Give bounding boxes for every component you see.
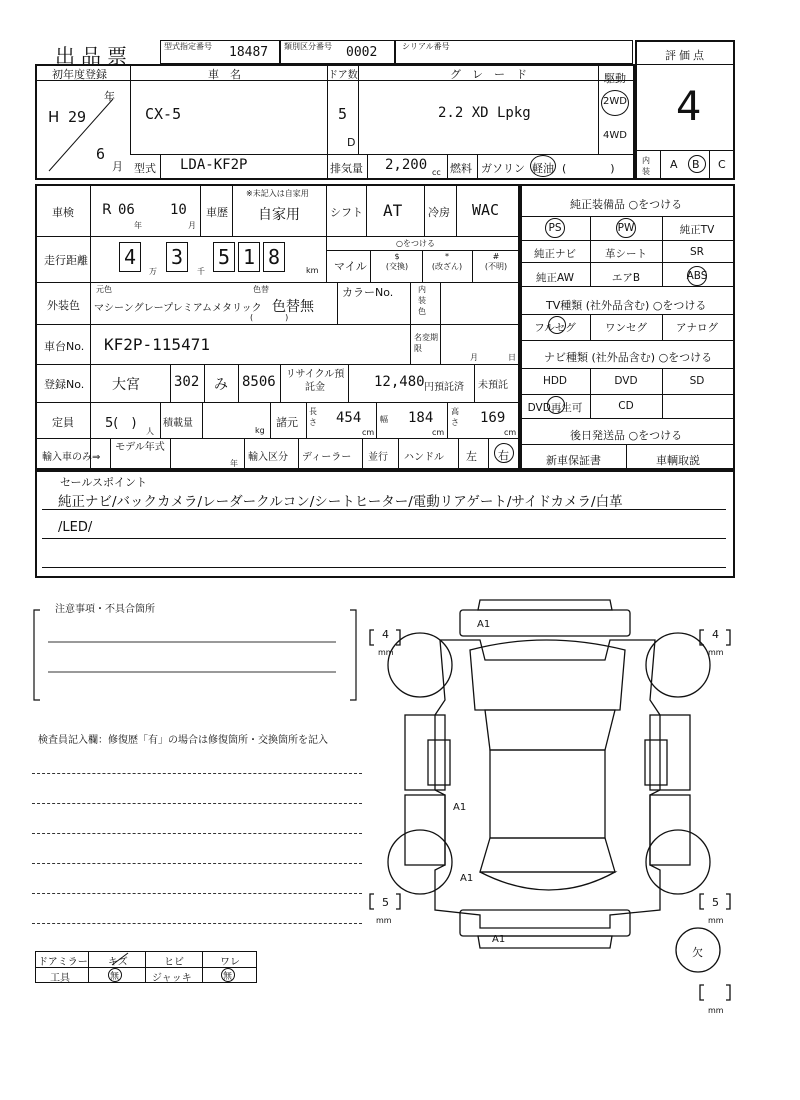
mileage-digit: 4 bbox=[119, 242, 141, 272]
mirror-h2: ヒビ bbox=[164, 957, 184, 968]
grade-value: 2.2 XD Lpkg bbox=[438, 105, 531, 121]
year-value: 29 bbox=[68, 108, 87, 126]
capacity-label: 定員 bbox=[52, 416, 74, 429]
front-bumper-top bbox=[478, 600, 612, 610]
caution-label: 注意事項・不具合箇所 bbox=[55, 604, 155, 615]
history-label: 車歴 bbox=[206, 206, 228, 219]
inspection-era: R bbox=[102, 202, 112, 218]
height-cm: cm bbox=[504, 428, 517, 437]
mileage-sen: 千 bbox=[197, 267, 205, 276]
damage-left-door: A1 bbox=[453, 802, 467, 813]
roof bbox=[490, 750, 605, 838]
sales-line2: /LED/ bbox=[58, 520, 93, 535]
fuel-diesel: 軽油 bbox=[532, 162, 554, 175]
interior-label: 内装 bbox=[642, 156, 650, 176]
inspection-label: 車検 bbox=[52, 206, 74, 219]
jack-label: ジャッキ bbox=[152, 973, 192, 984]
later-manual: 車輌取説 bbox=[656, 454, 700, 467]
caution-bracket bbox=[32, 608, 362, 704]
shift-label: シフト bbox=[330, 206, 363, 219]
drive-label: 駆動 bbox=[604, 72, 626, 85]
tread-fl: 4 bbox=[382, 628, 389, 641]
width-cm: cm bbox=[432, 428, 445, 437]
interior-c: C bbox=[718, 158, 726, 171]
type-no-value: 18487 bbox=[229, 45, 269, 60]
fuel-label: 燃料 bbox=[450, 162, 472, 175]
later-warranty: 新車保証書 bbox=[546, 454, 601, 467]
bracket-rl-r bbox=[396, 894, 400, 909]
length-label: 長さ bbox=[309, 407, 317, 427]
capacity-value: 5( ) bbox=[105, 416, 137, 431]
mirror-h0: ドアミラー bbox=[38, 957, 88, 968]
model-year-unit: 年 bbox=[230, 459, 238, 468]
tv-title: TV種類 (社外品含む) ○をつける bbox=[546, 299, 707, 312]
equip-circle bbox=[545, 218, 565, 238]
navi-item: CD bbox=[618, 400, 634, 412]
tread-fr-mm: mm bbox=[708, 648, 724, 657]
import-class-label: 輸入区分 bbox=[248, 452, 288, 463]
navi-title: ナビ種類 (社外品含む) ○をつける bbox=[544, 351, 713, 364]
mileage-km: km bbox=[306, 266, 319, 275]
serial-box bbox=[395, 40, 633, 64]
type-no-label: 型式指定番号 bbox=[164, 42, 212, 51]
equip-item: 純正AW bbox=[536, 272, 574, 284]
import-parallel: 並行 bbox=[368, 452, 388, 463]
fuel-other: ( ) bbox=[562, 162, 615, 175]
windshield bbox=[485, 710, 615, 750]
interior-a: A bbox=[670, 158, 678, 171]
expiry-month: 月 bbox=[470, 353, 478, 362]
grade-label: グ レ ー ド bbox=[450, 68, 527, 81]
tread-rl-mm: mm bbox=[376, 916, 392, 925]
damage-front-bumper: A1 bbox=[477, 619, 491, 630]
interior-b: B bbox=[692, 158, 700, 171]
tv-fullseg-circle bbox=[548, 316, 566, 334]
tread-rl: 5 bbox=[382, 896, 389, 909]
displacement-label: 排気量 bbox=[330, 162, 363, 175]
chassis-value: KF2P-115471 bbox=[104, 335, 210, 354]
recycle-not: 未預託 bbox=[478, 380, 508, 391]
navi-item: DVD bbox=[614, 375, 638, 387]
reg-label: 登録No. bbox=[44, 378, 85, 391]
model-year-label: モデル年式 bbox=[115, 442, 165, 453]
mirror-h1: キズ bbox=[108, 957, 128, 968]
type-no-box bbox=[160, 40, 280, 64]
title-expiry-label: 名変期限 bbox=[414, 333, 438, 353]
handle-left: 左 bbox=[466, 450, 477, 463]
car-name-value: CX-5 bbox=[145, 105, 182, 123]
width-label: 幅 bbox=[380, 415, 388, 424]
doors-label: ドア数 bbox=[328, 70, 358, 81]
month-value: 6 bbox=[96, 145, 106, 163]
equip-item: 革シート bbox=[605, 248, 647, 260]
handle-right: 右 bbox=[498, 449, 509, 462]
jack-value: 無 bbox=[223, 972, 233, 982]
tools-label: 工具 bbox=[50, 973, 70, 984]
score-label: 評価点 bbox=[665, 49, 707, 62]
pillar-right bbox=[645, 740, 667, 785]
score-value: 4 bbox=[676, 84, 702, 130]
equip-item: ABS bbox=[686, 270, 708, 282]
equip-item: 純正ナビ bbox=[534, 248, 576, 260]
doors-suffix: D bbox=[347, 136, 356, 149]
displacement-value: 2,200 bbox=[385, 157, 428, 173]
era-value: H bbox=[48, 108, 60, 126]
model-value: LDA-KF2P bbox=[180, 157, 248, 173]
spare-mm: mm bbox=[708, 1006, 724, 1015]
mileage-mile: マイル bbox=[334, 260, 367, 273]
car-diagram bbox=[360, 590, 740, 1030]
inspector-label: 検査員記入欄：修復歴「有」の場合は修復箇所・交換箇所を記入 bbox=[38, 735, 328, 746]
tv-item: アナログ bbox=[676, 322, 718, 334]
width-value: 184 bbox=[408, 410, 434, 426]
recycle-value: 12,480 bbox=[374, 374, 425, 390]
mileage-exchange: $ (交換) bbox=[385, 252, 409, 271]
reg-class: 302 bbox=[174, 374, 200, 390]
bracket-fl-l bbox=[370, 630, 374, 645]
damage-rear-bumper: A1 bbox=[492, 934, 506, 945]
bracket-fr-l bbox=[700, 630, 704, 645]
class-no-box bbox=[280, 40, 395, 64]
orig-color-label: 元色 bbox=[96, 285, 112, 294]
door-fr bbox=[650, 715, 690, 790]
equip-item: PS bbox=[548, 222, 562, 234]
bracket-spare-r bbox=[726, 985, 730, 1000]
equip-item: PW bbox=[617, 222, 635, 234]
chassis-label: 車台No. bbox=[44, 340, 85, 353]
drive-2wd: 2WD bbox=[603, 96, 627, 107]
color-change-label: 色替 bbox=[253, 285, 269, 294]
equip-item: SR bbox=[690, 246, 704, 258]
damage-rear-quarter: A1 bbox=[460, 873, 474, 884]
color-change-value: 色替無 bbox=[272, 299, 314, 315]
shift-value: AT bbox=[383, 201, 403, 220]
mileage-altered: * (改ざん) bbox=[431, 252, 463, 271]
month-unit: 月 bbox=[112, 160, 123, 173]
tv-item: ワンセグ bbox=[605, 322, 647, 334]
reg-num: 8506 bbox=[242, 374, 276, 390]
serial-label: シリアル番号 bbox=[402, 42, 450, 51]
trunk bbox=[480, 872, 615, 890]
pillar-left bbox=[428, 740, 450, 785]
mileage-unknown: # (不明) bbox=[484, 252, 508, 271]
tools-value: 無 bbox=[110, 972, 120, 982]
import-label: 輸入車のみ⇒ bbox=[42, 452, 101, 463]
doors-value: 5 bbox=[338, 105, 348, 123]
tread-rr-mm: mm bbox=[708, 916, 724, 925]
wheel-rl bbox=[388, 830, 452, 894]
height-value: 169 bbox=[480, 410, 506, 426]
reg-kana: み bbox=[214, 377, 228, 393]
tread-fl-mm: mm bbox=[378, 648, 394, 657]
car-body bbox=[435, 640, 660, 928]
inspection-year: 06 bbox=[118, 202, 135, 218]
dims-label: 諸元 bbox=[276, 416, 298, 429]
expiry-day: 日 bbox=[508, 353, 516, 362]
inspection-year-unit: 年 bbox=[134, 221, 142, 230]
height-label: 高さ bbox=[451, 407, 459, 427]
color-paren: ( ) bbox=[250, 313, 289, 322]
fuel-gasoline: ガソリン bbox=[481, 162, 525, 175]
first-reg-label: 初年度登録 bbox=[52, 68, 107, 81]
mileage-digit: 3 bbox=[166, 242, 188, 272]
load-kg: kg bbox=[255, 426, 265, 435]
mileage-man: 万 bbox=[149, 267, 157, 276]
year-unit: 年 bbox=[104, 90, 115, 103]
bracket-spare-l bbox=[700, 985, 704, 1000]
car-name-label: 車 名 bbox=[208, 68, 241, 81]
cc-unit: cc bbox=[432, 168, 441, 177]
history-note: ※未記入は自家用 bbox=[246, 189, 309, 198]
color-label: 外装色 bbox=[47, 299, 80, 312]
equip-circle bbox=[616, 218, 636, 238]
navi-dvd-play-circle bbox=[547, 396, 565, 414]
inspection-month-unit: 月 bbox=[188, 221, 196, 230]
rear-bumper bbox=[460, 910, 630, 936]
tread-fr: 4 bbox=[712, 628, 719, 641]
form-title: 出品票 bbox=[55, 44, 133, 68]
sales-line1: 純正ナビ/バックカメラ/レーダークルコン/シートヒーター/電動リアゲート/サイドカメラ/白革 bbox=[58, 494, 623, 510]
later-title: 後日発送品 ○をつける bbox=[570, 429, 683, 442]
handle-label: ハンドル bbox=[404, 452, 444, 463]
bracket-fr-r bbox=[726, 630, 730, 645]
navi-item: HDD bbox=[542, 375, 568, 387]
recycle-unit: 円預託済 bbox=[424, 382, 464, 393]
recycle-label: リサイクル預託金 bbox=[285, 369, 345, 393]
load-label: 積載量 bbox=[163, 418, 193, 429]
ac-label: 冷房 bbox=[428, 206, 450, 219]
rear-window bbox=[480, 838, 615, 872]
sales-label: セールスポイント bbox=[60, 476, 148, 489]
hood bbox=[470, 640, 625, 710]
length-value: 454 bbox=[336, 410, 362, 426]
int-color-label: 内装色 bbox=[418, 285, 426, 316]
equip-title: 純正装備品 ○をつける bbox=[570, 198, 683, 211]
mileage-label: 走行距離 bbox=[44, 254, 88, 267]
length-cm: cm bbox=[362, 428, 375, 437]
door-fl bbox=[405, 715, 445, 790]
bracket-rl-l bbox=[370, 894, 374, 909]
navi-item: SD bbox=[689, 375, 705, 387]
color-no-label: カラーNo. bbox=[342, 286, 394, 299]
capacity-unit: 人 bbox=[146, 427, 154, 436]
mileage-digit: 5 bbox=[213, 242, 235, 272]
class-no-label: 類別区分番号 bbox=[284, 42, 332, 51]
date-slash bbox=[45, 95, 120, 175]
bracket-rr-l bbox=[700, 894, 704, 909]
reg-area: 大宮 bbox=[112, 377, 140, 393]
history-value: 自家用 bbox=[258, 207, 300, 223]
mirror-h3: ワレ bbox=[220, 957, 240, 968]
tread-rr: 5 bbox=[712, 896, 719, 909]
mileage-digit: 8 bbox=[263, 242, 285, 272]
bracket-rr-r bbox=[726, 894, 730, 909]
mileage-note: ○をつける bbox=[396, 239, 435, 248]
spare-missing: 欠 bbox=[692, 946, 703, 959]
import-dealer: ディーラー bbox=[302, 452, 352, 463]
equip-item: エアB bbox=[611, 272, 641, 284]
mileage-digit: 1 bbox=[238, 242, 260, 272]
equip-item: 純正TV bbox=[679, 224, 715, 236]
drive-4wd: 4WD bbox=[603, 130, 627, 141]
navi-item: DVD再生可 bbox=[527, 402, 583, 414]
scratch-slash bbox=[108, 951, 132, 967]
model-label: 型式 bbox=[134, 162, 156, 175]
orig-color-value: マシーングレープレミアムメタリック bbox=[94, 303, 262, 314]
inspection-month: 10 bbox=[170, 202, 187, 218]
class-no-value: 0002 bbox=[346, 45, 378, 60]
tv-item: フルセグ bbox=[534, 322, 576, 334]
wheel-rr bbox=[646, 830, 710, 894]
ac-value: WAC bbox=[472, 201, 500, 219]
equip-circle bbox=[687, 266, 707, 286]
